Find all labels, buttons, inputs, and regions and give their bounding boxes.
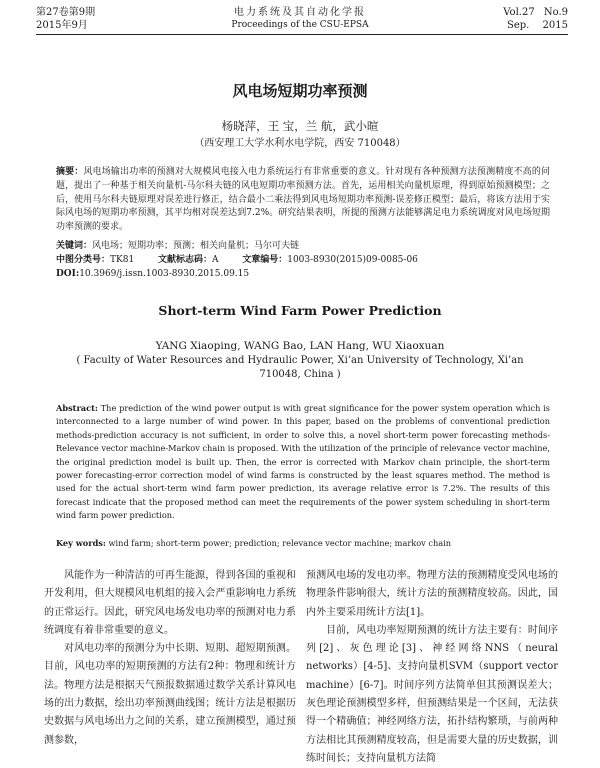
authors-cn: 杨晓萍，王 宝，兰 航，武小暄 (221, 119, 379, 133)
clc-value: TK81 (110, 255, 135, 265)
abstract-cn-label: 摘要： (56, 167, 84, 177)
volume-cn: 第27卷第9期 (36, 7, 96, 18)
keywords-cn-text: 风电场；短期功率；预测；相关向量机；马尔可夫链 (92, 241, 300, 251)
body-paragraph: 风能作为一种清洁的可再生能源，得到各国的重视和开发利用，但大规模风电机组的接入会严重影响电力系统的正常运行。因此，研究风电场发电功率的预测对电力系统调度有着非常重要的意义。 (44, 570, 296, 636)
body-column-right (306, 567, 558, 768)
doi-value: 10.3969/j.issn.1003-8930.2015.09.15 (79, 269, 250, 279)
keywords-en-text: wind farm; short-term power; prediction; relevance vector machine; markov chain (108, 538, 451, 548)
doc-code-value: A (211, 255, 219, 265)
body-paragraph: 目前，风电功率短期预测的统计方法主要有：时间序列[2]、灰色理论[3]、神经网络NNS（neural networks）[4-5]、支持向量机SVM（support vector machine）[6-7]。时间序列方法简单但其预测误差大；灰色理论预测模型多样，但预测结果是一个区间，无法获得一个精确值；神经网络方法，拓扑结构繁琐，与前两种方法相比其预测精度较高，但是需要大量的历史数据，训练时间长；支持向量机方法简 (306, 624, 558, 764)
date-cn: 2015年9月 (36, 20, 88, 31)
doc-code-label: 文献标志码： (157, 255, 212, 265)
journal-title-cn: 电力系统及其自动化学报 (234, 7, 366, 18)
abstract-en-text: The prediction of the wind power output is with great significance for the power system operation which is interconnected to a large number of wind power. In this paper, based on the problems of conventional prediction methods-prediction accuracy is not sufficient, in order to solve this, a novel short-term power forecasting methods-Relevance vector machine-Markov chain is proposed. With the utilization of the principle of relevance vector machine, the original prediction model is built up. Then, the error is corrected with Markov chain principle, the short-term power forecasting-error correction model of wind farms is constructed by the least squares method. The method is used for the actual short-term wind farm power prediction, its average relative error is 7.2%. The results of this forecast indicate that the proposed method can meet the requirements of the power system scheduling in short-term wind farm power prediction. (56, 403, 550, 521)
abstract-en-label: Abstract: (56, 403, 98, 413)
body-paragraph: 对风电功率的预测分为中长期、短期、超短期预测。目前，风电功率的短期预测的方法有2种：物理和统计方法。物理方法是根据天气预报数据通过数学关系计算风电场的出力数据，绘出功率预测曲线图；统计方法是根据历史数据与风电场出力之间的关系，建立预测模型，通过预测参数， (44, 643, 296, 746)
date-en: Sep. 2015 (507, 20, 568, 31)
doi-label: DOI: (56, 269, 80, 279)
keywords-cn-label: 关键词： (56, 241, 93, 251)
body-column-left (44, 567, 296, 750)
article-number-value: 1003-8930(2015)09-0085-06 (287, 255, 418, 265)
authors-en: YANG Xiaoping, WANG Bao, LAN Hang, WU Xiaoxuan (155, 340, 445, 352)
paper-title-en: Short-term Wind Farm Power Prediction (158, 303, 442, 318)
affiliation-cn: （西安理工大学水利水电学院，西安 710048） (194, 138, 406, 149)
paper-title-cn: 风电场短期功率预测 (232, 82, 368, 100)
abstract-cn-text: 风电场输出功率的预测对大规模风电接入电力系统运行有非常重要的意义。针对现有各种预测方法预测精度不高的问题，提出了一种基于相关向量机-马尔科夫链的风电短期功率预测方法。首先，运用相关向量机原理，得到原始预测模型；之后，使用马尔科夫链原理对误差进行修正，结合最小二乘法得到风电场短期功率预测-误差修正模型；最后，将该方法用于实际风电场的短期功率预测，其平均相对误差达到7.2%。研究结果表明，所提的预测方法能够满足电力系统调度对风电场短期功率预测的要求。 (56, 167, 550, 233)
keywords-en-label: Key words: (56, 538, 106, 548)
abstract-cn (56, 166, 550, 235)
header-rule (36, 34, 568, 35)
journal-title-en: Proceedings of the CSU-EPSA (231, 20, 369, 30)
clc-label: 中图分类号： (56, 255, 111, 265)
volume-en: Vol.27 No.9 (503, 7, 568, 18)
classification-line (56, 254, 550, 267)
keywords-cn (56, 240, 550, 253)
keywords-en (56, 537, 550, 549)
doi-line (56, 268, 550, 281)
abstract-en (56, 402, 550, 523)
article-number-label: 文章编号： (242, 255, 288, 265)
affiliation-en: ( Faculty of Water Resources and Hydraulic Power, Xi’an University of Technology, Xi’an 710048, China ) (76, 355, 524, 380)
body-paragraph: 预测风电场的发电功率。物理方法的预测精度受风电场的物理条件影响很大，统计方法的预测精度较高。因此，国内外主要采用统计方法[1]。 (306, 570, 558, 618)
